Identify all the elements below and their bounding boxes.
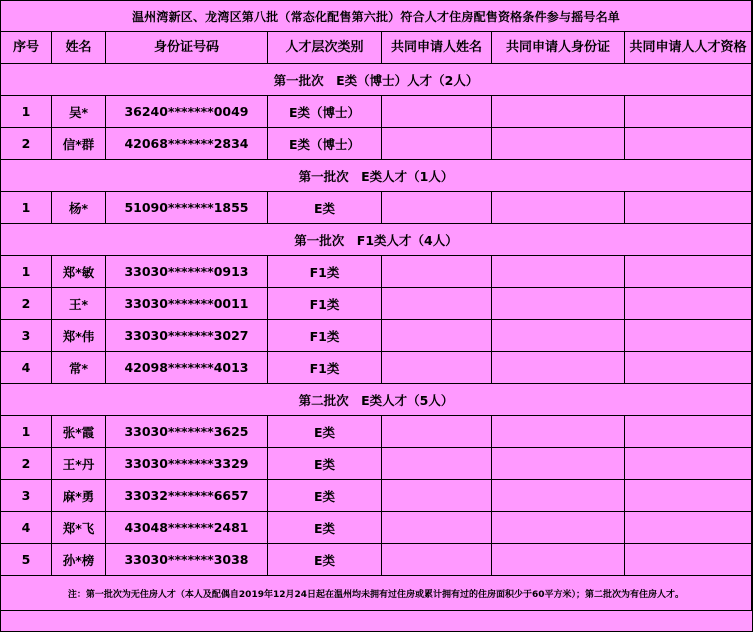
co-applicant-id <box>492 96 625 128</box>
co-applicant-qualification <box>625 544 752 576</box>
header-cell: 共同申请人人才资格 <box>625 32 752 64</box>
co-applicant-name <box>382 448 492 480</box>
header-cell: 序号 <box>1 32 52 64</box>
table-row <box>1 480 752 512</box>
applicant-name: 信*群 <box>52 128 106 160</box>
applicant-name: 郑*飞 <box>52 512 106 544</box>
co-applicant-qualification <box>625 256 752 288</box>
id-number: 33030*******3027 <box>106 320 268 352</box>
co-applicant-name <box>382 128 492 160</box>
co-applicant-qualification <box>625 320 752 352</box>
row-number: 5 <box>1 544 52 576</box>
co-applicant-id <box>492 416 625 448</box>
co-applicant-qualification <box>625 288 752 320</box>
table-row <box>1 192 752 224</box>
applicant-name: 郑*伟 <box>52 320 106 352</box>
co-applicant-id <box>492 128 625 160</box>
talent-category: F1类 <box>268 256 382 288</box>
applicant-name: 郑*敏 <box>52 256 106 288</box>
id-number: 33030*******3625 <box>106 416 268 448</box>
row-number: 1 <box>1 96 52 128</box>
applicant-name: 麻*勇 <box>52 480 106 512</box>
co-applicant-name <box>382 256 492 288</box>
co-applicant-qualification <box>625 192 752 224</box>
co-applicant-id <box>492 544 625 576</box>
applicant-name: 王*丹 <box>52 448 106 480</box>
talent-category: E类 <box>268 448 382 480</box>
table-row <box>1 448 752 480</box>
table-row <box>1 544 752 576</box>
row-number: 1 <box>1 416 52 448</box>
id-number: 33030*******3038 <box>106 544 268 576</box>
row-number: 4 <box>1 352 52 384</box>
applicant-name: 吴* <box>52 96 106 128</box>
section-header-row <box>1 160 752 192</box>
id-number: 42098*******4013 <box>106 352 268 384</box>
talent-category: E类 <box>268 544 382 576</box>
header-row <box>1 32 752 64</box>
header-cell: 共同申请人身份证 <box>492 32 625 64</box>
talent-category: E类 <box>268 512 382 544</box>
section-header-row <box>1 64 752 96</box>
id-number: 42068*******2834 <box>106 128 268 160</box>
table-row <box>1 288 752 320</box>
co-applicant-qualification <box>625 512 752 544</box>
section-label: 第一批次 E类（博士）人才（2人） <box>1 64 752 96</box>
header-cell: 身份证号码 <box>106 32 268 64</box>
section-label: 第一批次 F1类人才（4人） <box>1 224 752 256</box>
co-applicant-qualification <box>625 416 752 448</box>
table-row <box>1 352 752 384</box>
talent-category: E类（博士） <box>268 96 382 128</box>
row-number: 2 <box>1 448 52 480</box>
co-applicant-name <box>382 288 492 320</box>
section-label: 第一批次 E类人才（1人） <box>1 160 752 192</box>
row-number: 1 <box>1 256 52 288</box>
co-applicant-id <box>492 352 625 384</box>
table-row <box>1 256 752 288</box>
co-applicant-name <box>382 96 492 128</box>
co-applicant-id <box>492 192 625 224</box>
id-number: 33032*******6657 <box>106 480 268 512</box>
row-number: 2 <box>1 128 52 160</box>
id-number: 36240*******0049 <box>106 96 268 128</box>
co-applicant-qualification <box>625 480 752 512</box>
talent-category: E类 <box>268 192 382 224</box>
co-applicant-qualification <box>625 128 752 160</box>
footnote: 注：第一批次为无住房人才（本人及配偶自2019年12月24日起在温州均未拥有过住房或累计拥有过的住房面积少于60平方米）；第二批次为有住房人才。 <box>1 576 752 611</box>
table-row <box>1 512 752 544</box>
id-number: 33030*******0011 <box>106 288 268 320</box>
table-row <box>1 320 752 352</box>
co-applicant-qualification <box>625 448 752 480</box>
talent-category: F1类 <box>268 320 382 352</box>
id-number: 51090*******1855 <box>106 192 268 224</box>
table-row <box>1 128 752 160</box>
co-applicant-name <box>382 544 492 576</box>
row-number: 4 <box>1 512 52 544</box>
row-number: 3 <box>1 480 52 512</box>
row-number: 1 <box>1 192 52 224</box>
table-title: 温州湾新区、龙湾区第八批（常态化配售第六批）符合人才住房配售资格条件参与摇号名单 <box>1 1 752 32</box>
id-number: 33030*******3329 <box>106 448 268 480</box>
co-applicant-name <box>382 512 492 544</box>
talent-category: E类 <box>268 416 382 448</box>
applicant-name: 杨* <box>52 192 106 224</box>
co-applicant-qualification <box>625 352 752 384</box>
section-header-row <box>1 224 752 256</box>
header-cell: 姓名 <box>52 32 106 64</box>
co-applicant-qualification <box>625 96 752 128</box>
talent-category: F1类 <box>268 352 382 384</box>
co-applicant-id <box>492 480 625 512</box>
co-applicant-name <box>382 192 492 224</box>
id-number: 43048*******2481 <box>106 512 268 544</box>
co-applicant-id <box>492 320 625 352</box>
co-applicant-id <box>492 512 625 544</box>
section-header-row <box>1 384 752 416</box>
note-row <box>1 576 752 611</box>
talent-category: E类 <box>268 480 382 512</box>
table-row <box>1 96 752 128</box>
table-row <box>1 416 752 448</box>
row-number: 2 <box>1 288 52 320</box>
applicant-name: 孙*榜 <box>52 544 106 576</box>
talent-category: E类（博士） <box>268 128 382 160</box>
header-cell: 共同申请人姓名 <box>382 32 492 64</box>
section-label: 第二批次 E类人才（5人） <box>1 384 752 416</box>
applicant-name: 王* <box>52 288 106 320</box>
co-applicant-id <box>492 288 625 320</box>
id-number: 33030*******0913 <box>106 256 268 288</box>
applicant-name: 张*霞 <box>52 416 106 448</box>
co-applicant-name <box>382 352 492 384</box>
co-applicant-name <box>382 320 492 352</box>
header-cell: 人才层次类别 <box>268 32 382 64</box>
co-applicant-name <box>382 416 492 448</box>
co-applicant-id <box>492 256 625 288</box>
row-number: 3 <box>1 320 52 352</box>
talent-category: F1类 <box>268 288 382 320</box>
applicant-name: 常* <box>52 352 106 384</box>
co-applicant-name <box>382 480 492 512</box>
co-applicant-id <box>492 448 625 480</box>
